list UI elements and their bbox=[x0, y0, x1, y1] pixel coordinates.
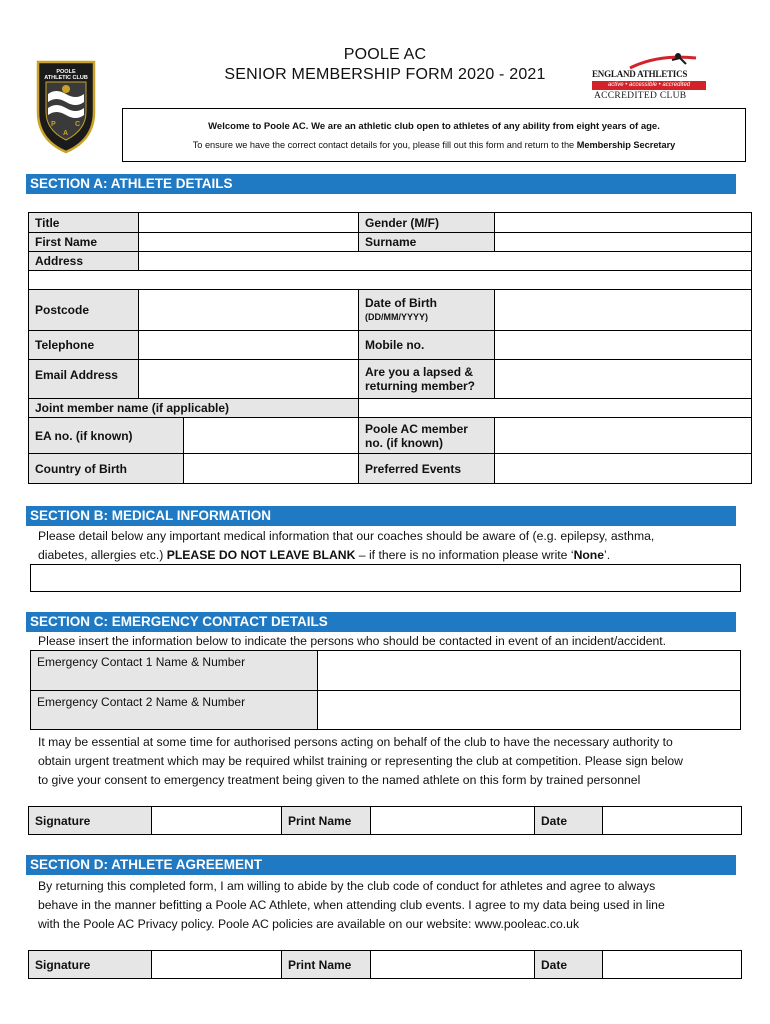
email-label: Email Address bbox=[28, 359, 139, 399]
none-text: None bbox=[573, 548, 605, 562]
ea-logo-strap: active • accessible • accredited bbox=[592, 81, 706, 90]
postcode-label: Postcode bbox=[28, 289, 139, 331]
mobile-label: Mobile no. bbox=[358, 330, 495, 360]
consent-line1: It may be essential at some time for authorised persons acting on behalf of the club to have the necessary authority to bbox=[38, 735, 673, 749]
medical-instructions-mid: – if there is no information please write ‘ bbox=[355, 548, 574, 562]
section-c-header: SECTION C: EMERGENCY CONTACT DETAILS bbox=[26, 612, 736, 632]
form-title: POOLE AC bbox=[343, 46, 427, 63]
dob-field[interactable] bbox=[494, 289, 752, 331]
club-badge-letter-c: C bbox=[75, 121, 81, 128]
section-a-header: SECTION A: ATHLETE DETAILS bbox=[26, 174, 736, 194]
section-d-header: SECTION D: ATHLETE AGREEMENT bbox=[26, 855, 736, 875]
club-badge-text: POOLE ATHLETIC CLUB bbox=[44, 69, 88, 81]
address-field-line2[interactable] bbox=[28, 270, 752, 290]
title-label: Title bbox=[28, 212, 139, 233]
dob-format-hint: (DD/MM/YYYY) bbox=[365, 312, 428, 322]
section-d-print-name-field[interactable] bbox=[370, 950, 535, 979]
instructions-text bbox=[123, 140, 745, 150]
dob-label-text: Date of Birth bbox=[365, 296, 437, 310]
lapsed-member-label-line2: returning member? bbox=[365, 379, 476, 393]
emergency-contact-2-label: Emergency Contact 2 Name & Number bbox=[30, 690, 318, 730]
section-c-signature-field[interactable] bbox=[151, 806, 282, 835]
telephone-label: Telephone bbox=[28, 330, 139, 360]
form-subtitle: SENIOR MEMBERSHIP FORM 2020 - 2021 bbox=[224, 66, 546, 83]
poole-member-number-label-line1: Poole AC member bbox=[365, 421, 468, 436]
section-d-print-name-label: Print Name bbox=[281, 950, 371, 979]
section-c-signature-label: Signature bbox=[28, 806, 152, 835]
club-badge-letter-a: A bbox=[63, 130, 69, 137]
section-c-print-name-label: Print Name bbox=[281, 806, 371, 835]
section-d-date-field[interactable] bbox=[602, 950, 742, 979]
consent-line3: to give your consent to emergency treatment being given to the named athlete on this form by trained personnel bbox=[38, 773, 641, 787]
joint-member-field[interactable] bbox=[358, 398, 752, 418]
ea-number-field[interactable] bbox=[183, 417, 359, 454]
agreement-line1: By returning this completed form, I am willing to abide by the club code of conduct for athletes and agree to always bbox=[38, 879, 656, 893]
runner-swoosh-icon bbox=[628, 52, 698, 70]
club-badge-letter-p: P bbox=[51, 121, 56, 128]
surname-field[interactable] bbox=[494, 232, 752, 252]
gender-label: Gender (M/F) bbox=[358, 212, 495, 233]
section-c-date-label: Date bbox=[534, 806, 603, 835]
section-b-header: SECTION B: MEDICAL INFORMATION bbox=[26, 506, 736, 526]
telephone-field[interactable] bbox=[138, 330, 359, 360]
do-not-leave-blank-text: PLEASE DO NOT LEAVE BLANK bbox=[166, 548, 356, 562]
medical-info-field[interactable] bbox=[30, 564, 741, 592]
joint-member-label: Joint member name (if applicable) bbox=[28, 398, 359, 418]
country-of-birth-label: Country of Birth bbox=[28, 453, 184, 484]
lapsed-member-label-line1: Are you a lapsed & bbox=[365, 365, 474, 379]
section-d-signature-field[interactable] bbox=[151, 950, 282, 979]
mobile-field[interactable] bbox=[494, 330, 752, 360]
address-label: Address bbox=[28, 251, 139, 271]
postcode-field[interactable] bbox=[138, 289, 359, 331]
lapsed-member-field[interactable] bbox=[494, 359, 752, 399]
medical-instructions-line2 bbox=[38, 546, 610, 565]
ea-logo-name: ENGLAND ATHLETICS bbox=[592, 69, 688, 79]
preferred-events-label: Preferred Events bbox=[358, 453, 495, 484]
england-athletics-logo bbox=[588, 52, 710, 104]
email-field[interactable] bbox=[138, 359, 359, 399]
emergency-contact-1-field[interactable] bbox=[317, 650, 741, 691]
welcome-text: Welcome to Poole AC. We are an athletic club open to athletes of any ability from eight years of age. bbox=[208, 121, 660, 132]
surname-label: Surname bbox=[358, 232, 495, 252]
title-field[interactable] bbox=[138, 212, 359, 233]
medical-instructions-line1: Please detail below any important medical information that our coaches should be aware of (e.g. epilepsy, asthma, bbox=[38, 529, 655, 543]
emergency-contact-2-field[interactable] bbox=[317, 690, 741, 730]
country-of-birth-field[interactable] bbox=[183, 453, 359, 484]
welcome-box bbox=[122, 108, 746, 162]
medical-instructions-prefix: diabetes, allergies etc.) bbox=[38, 548, 167, 562]
membership-secretary-text: Membership Secretary bbox=[576, 140, 676, 150]
club-badge-logo bbox=[34, 60, 98, 154]
instructions-text-prefix: To ensure we have the correct contact details for you, please fill out this form and return to the bbox=[192, 140, 577, 150]
preferred-events-field[interactable] bbox=[494, 453, 752, 484]
section-d-signature-label: Signature bbox=[28, 950, 152, 979]
section-c-print-name-field[interactable] bbox=[370, 806, 535, 835]
section-c-date-field[interactable] bbox=[602, 806, 742, 835]
emergency-instructions: Please insert the information below to indicate the persons who should be contacted in event of an incident/accident. bbox=[38, 634, 667, 648]
first-name-label: First Name bbox=[28, 232, 139, 252]
address-field-line1[interactable] bbox=[138, 251, 752, 271]
agreement-line2: behave in the manner befitting a Poole AC Athlete, when attending club events. I agree to my data being used in line bbox=[38, 898, 665, 912]
poole-member-number-label bbox=[358, 417, 495, 454]
emergency-contact-1-label: Emergency Contact 1 Name & Number bbox=[30, 650, 318, 691]
agreement-line3: with the Poole AC Privacy policy. Poole AC policies are available on our website: www.pooleac.co.uk bbox=[38, 917, 580, 931]
medical-instructions-suffix: ’. bbox=[604, 548, 611, 562]
first-name-field[interactable] bbox=[138, 232, 359, 252]
dob-label bbox=[358, 289, 495, 331]
gender-field[interactable] bbox=[494, 212, 752, 233]
poole-member-number-field[interactable] bbox=[494, 417, 752, 454]
poole-member-number-label-line2: no. (if known) bbox=[365, 435, 443, 450]
ea-number-label: EA no. (if known) bbox=[28, 417, 184, 454]
consent-line2: obtain urgent treatment which may be required whilst training or representing the club at competition. Please sign below bbox=[38, 754, 683, 768]
lapsed-member-label bbox=[358, 359, 495, 399]
ea-logo-accredited: ACCREDITED CLUB bbox=[594, 91, 687, 101]
section-d-date-label: Date bbox=[534, 950, 603, 979]
